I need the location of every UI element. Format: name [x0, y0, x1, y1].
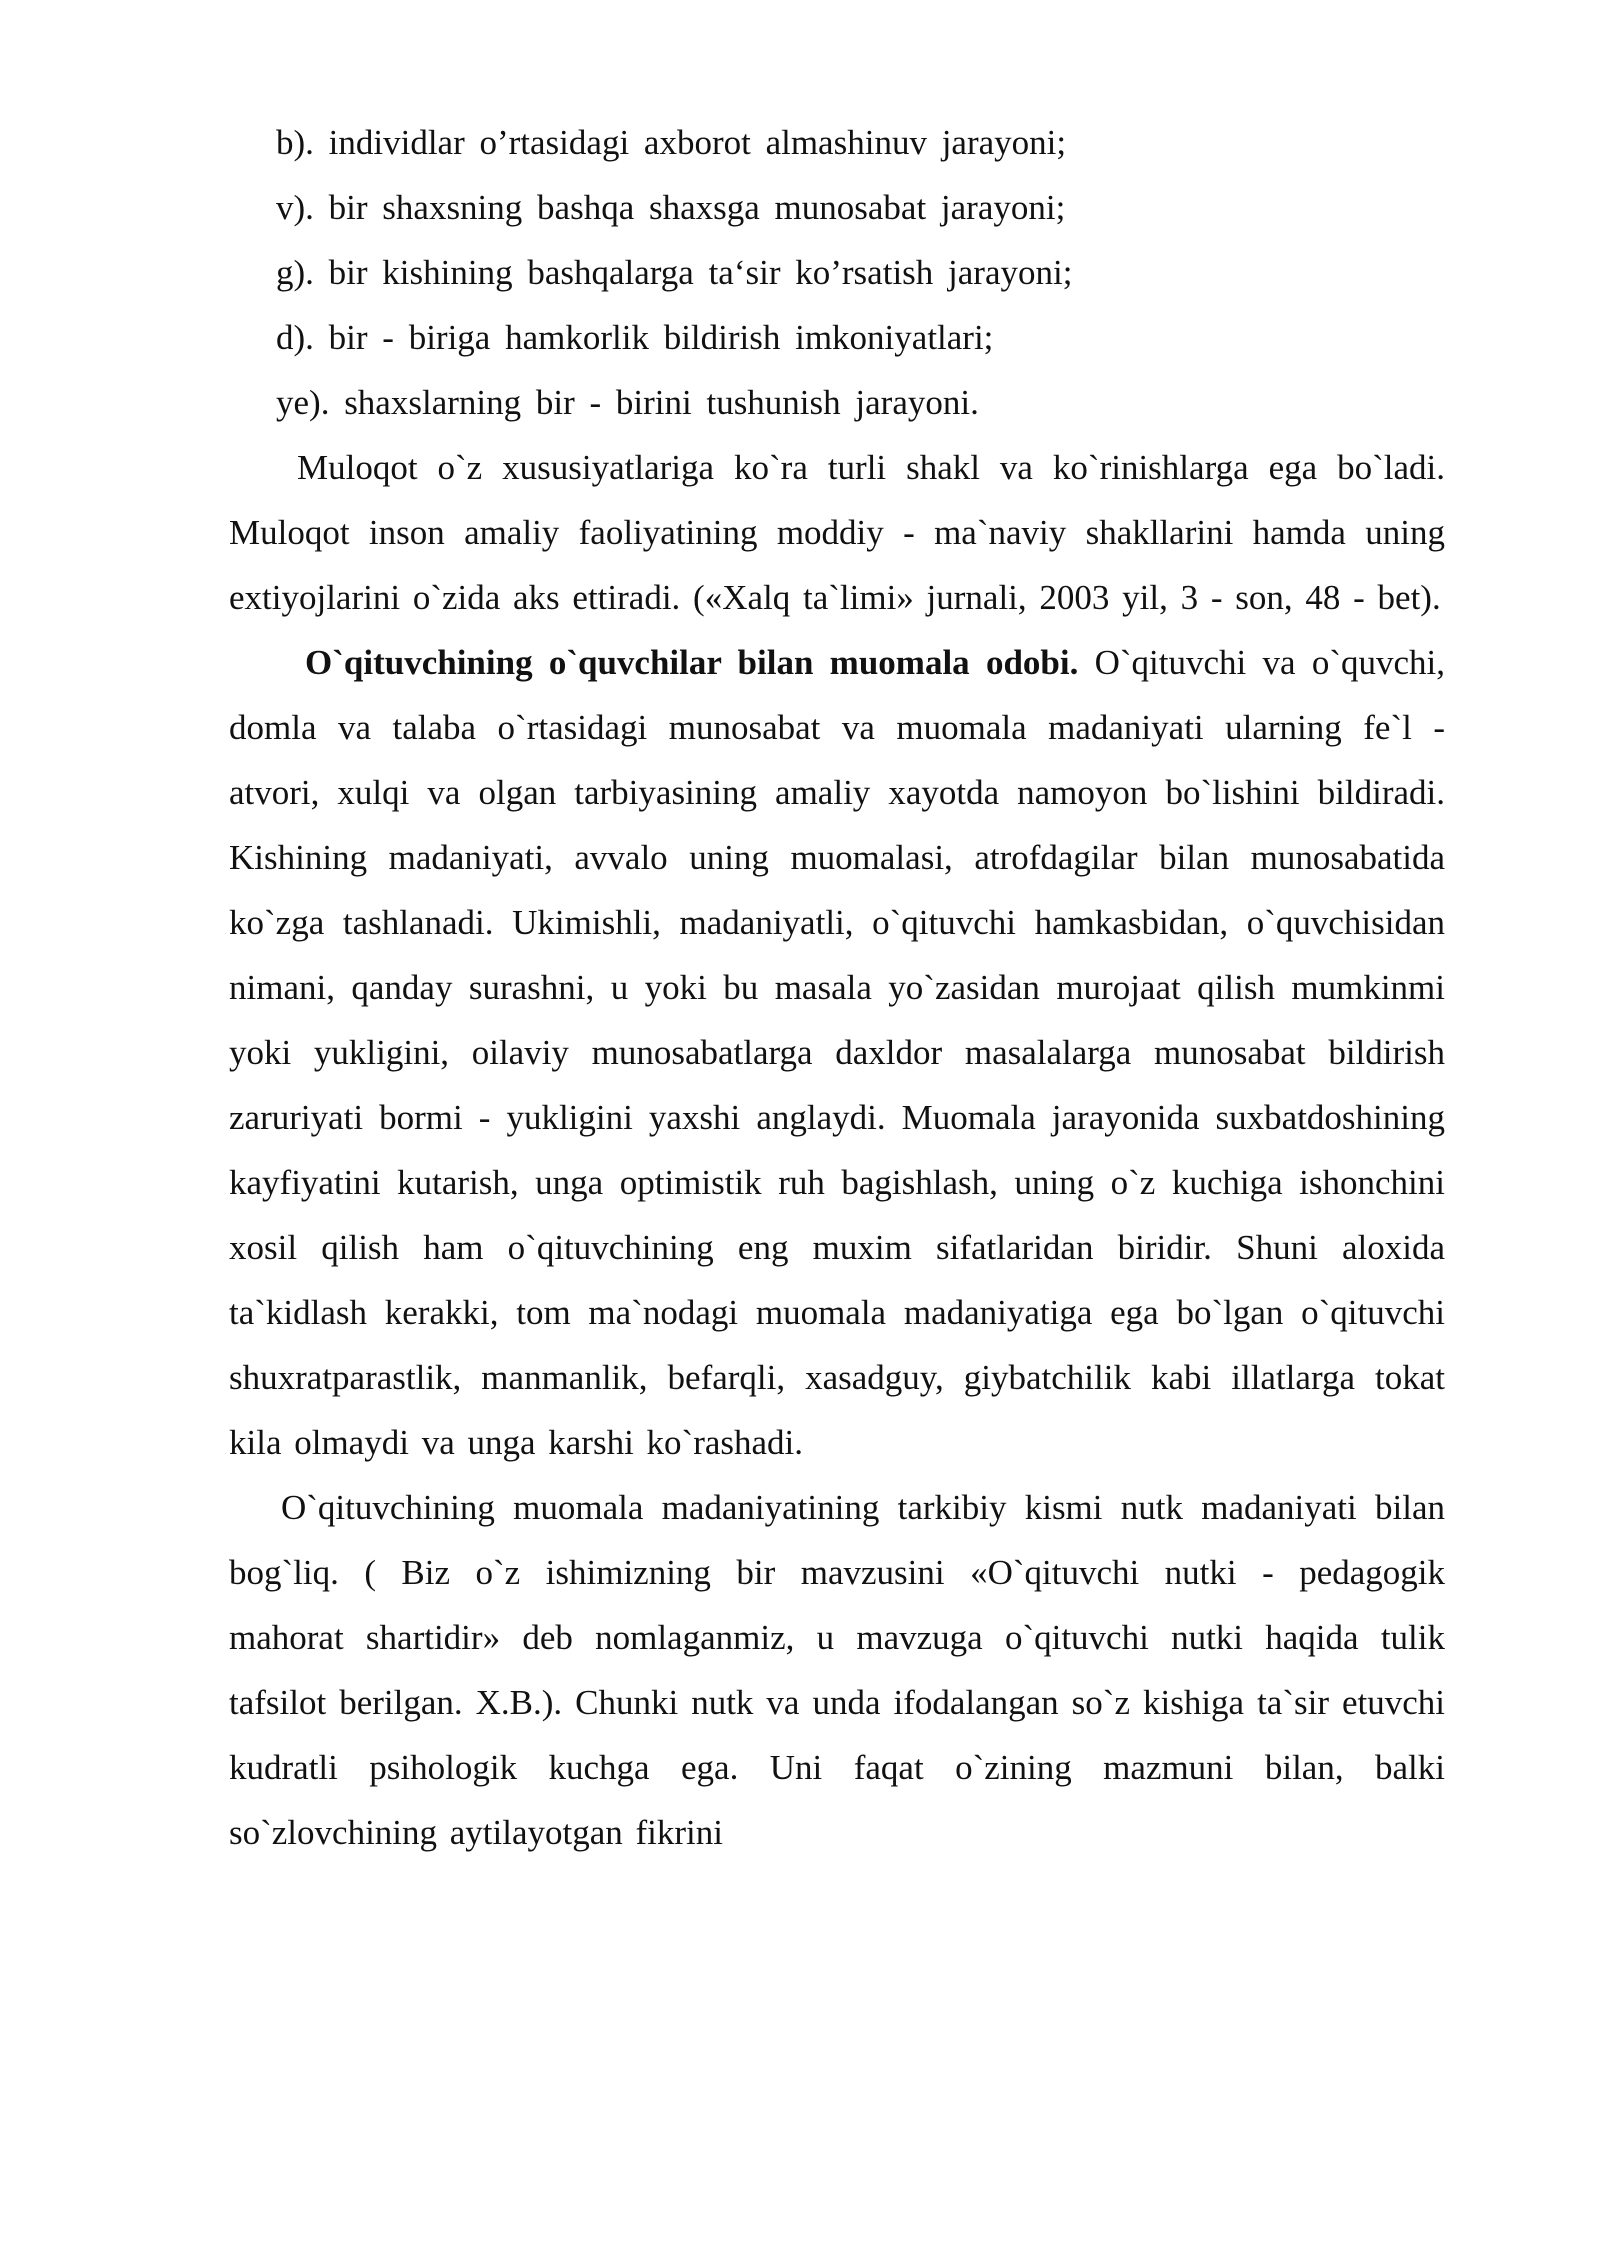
paragraph-muloqot: Muloqot o`z xususiyatlariga ko`ra turli shakl va ko`rinishlarga ega bo`ladi. Muloqot inson amaliy faoliyatining moddiy - ma`naviy shakllarini hamda uning extiyojlarini o`zida aks ettiradi. («Xalq ta`limi» jurnali, 2003 yil, 3 - son, 48 - bet).: [229, 448, 1445, 617]
document-page: [229, 110, 1445, 1865]
list-item-g: g). bir kishining bashqalarga ta‘sir ko’rsatish jarayoni;: [276, 253, 1073, 292]
list-item-ye: ye). shaxslarning bir - birini tushunish jarayoni.: [276, 383, 979, 422]
list-item-v: v). bir shaxsning bashqa shaxsga munosabat jarayoni;: [276, 188, 1066, 227]
paragraph-muomala-odobi: [229, 630, 1445, 1475]
section-heading: O`qituvchining o`quvchilar bilan muomala odobi.: [305, 643, 1079, 682]
paragraph-muomala-odobi-text: O`qituvchi va o`quvchi, domla va talaba o`rtasidagi munosabat va muomala madaniyati ularning fe`l - atvori, xulqi va olgan tarbiyasining amaliy xayotda namoyon bo`lishini bildiradi. Kishining madaniyati, avvalo uning muomalasi, atrofdagilar bilan munosabatida ko`zga tashlanadi. Ukimishli, madaniyatli, o`qituvchi hamkasbidan, o`quvchisidan nimani, qanday surashni, u yoki bu masala yo`zasidan murojaat qilish mumkinmi yoki yukligini, oilaviy munosabatlarga daxldor masalalarga munosabat bildirish zaruriyati bormi - yukligini yaxshi anglaydi. Muomala jarayonida suxbatdoshining kayfiyatini kutarish, unga optimistik ruh bagishlash, uning o`z kuchiga ishonchini xosil qilish ham o`qituvchining eng muxim sifatlaridan biridir. Shuni aloxida ta`kidlash kerakki, tom ma`nodagi muomala madaniyatiga ega bo`lgan o`qituvchi shuxratparastlik, manmanlik, befarqli, xasadguy, giybatchilik kabi illatlarga tokat kila olmaydi va unga karshi ko`rashadi.: [229, 643, 1445, 1462]
list-item-b: b). individlar o’rtasidagi axborot almashinuv jarayoni;: [276, 123, 1067, 162]
paragraph-nutk-madaniyati: O`qituvchining muomala madaniyatining tarkibiy kismi nutk madaniyati bilan bog`liq. ( Biz o`z ishimizning bir mavzusini «O`qituvchi nutki - pedagogik mahorat shartidir» deb nomlaganmiz, u mavzuga o`qituvchi nutki haqida tulik tafsilot berilgan. X.B.). Chunki nutk va unda ifodalangan so`z kishiga ta`sir etuvchi kudratli psihologik kuchga ega. Uni faqat o`zining mazmuni bilan, balki so`zlovchining aytilayotgan fikrini: [229, 1488, 1445, 1852]
list-item-d: d). bir - biriga hamkorlik bildirish imkoniyatlari;: [276, 318, 994, 357]
